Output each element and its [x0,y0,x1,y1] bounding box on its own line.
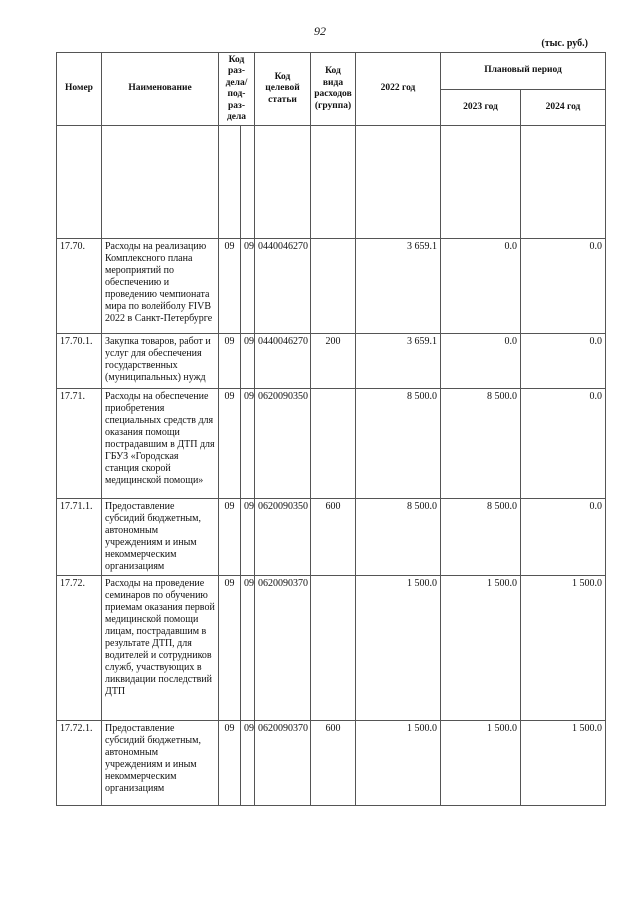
header-expense-type: Код вида расходов (группа) [311,53,356,126]
row-target-code: 0620090350 [255,389,311,499]
table-row [57,389,606,499]
row-number: 17.70.1. [57,334,102,389]
row-value-2023: 1 500.0 [441,576,521,721]
page-number: 92 [314,24,326,38]
row-subsection: 09 [241,239,255,334]
row-value-2022: 8 500.0 [356,499,441,576]
header-2022: 2022 год [356,53,441,126]
row-value-2024: 1 500.0 [521,721,606,806]
blank-cell [57,126,102,239]
units-label: (тыс. руб.) [541,38,588,49]
row-number: 17.72. [57,576,102,721]
row-expense-code: 200 [311,334,356,389]
table-row [57,576,606,721]
row-value-2023: 8 500.0 [441,389,521,499]
row-section: 09 [219,334,241,389]
table-row [57,239,606,334]
row-value-2024: 0.0 [521,499,606,576]
row-subsection: 09 [241,576,255,721]
row-section: 09 [219,389,241,499]
header-number: Номер [57,53,102,126]
row-value-2024: 0.0 [521,239,606,334]
row-subsection: 09 [241,389,255,499]
header-section: Код раз- дела/ под- раз- дела [219,53,255,126]
header-2024: 2024 год [521,89,606,126]
row-value-2022: 3 659.1 [356,239,441,334]
header-2023: 2023 год [441,89,521,126]
header-row [57,53,606,90]
table-row [57,499,606,576]
row-number: 17.70. [57,239,102,334]
row-section: 09 [219,576,241,721]
row-value-2023: 1 500.0 [441,721,521,806]
row-subsection: 09 [241,334,255,389]
row-expense-code: 600 [311,721,356,806]
row-section: 09 [219,721,241,806]
row-section: 09 [219,239,241,334]
row-value-2023: 8 500.0 [441,499,521,576]
row-target-code: 0620090350 [255,499,311,576]
row-number: 17.71. [57,389,102,499]
row-target-code: 0440046270 [255,239,311,334]
row-expense-code: 600 [311,499,356,576]
row-name: Расходы на реализацию Комплексного плана мероприятий по обеспечению и проведению чемпионата мира по волейболу FIVB 2022 в Санкт-Петербурге [102,239,219,334]
blank-cell [219,126,241,239]
row-expense-code [311,239,356,334]
row-target-code: 0440046270 [255,334,311,389]
row-number: 17.72.1. [57,721,102,806]
row-name: Предоставление субсидий бюджетным, автономным учреждениям и иным некоммерческим организациям [102,499,219,576]
row-name: Расходы на обеспечение приобретения специальных средств для оказания помощи пострадавшим в ДТП для ГБУЗ «Городская станция скорой медицинской помощи» [102,389,219,499]
row-value-2024: 0.0 [521,334,606,389]
row-value-2022: 1 500.0 [356,721,441,806]
row-target-code: 0620090370 [255,576,311,721]
row-section: 09 [219,499,241,576]
blank-cell [311,126,356,239]
blank-cell [521,126,606,239]
blank-cell [255,126,311,239]
row-value-2023: 0.0 [441,239,521,334]
blank-cell [441,126,521,239]
row-subsection: 09 [241,499,255,576]
row-name: Закупка товаров, работ и услуг для обеспечения государственных (муниципальных) нужд [102,334,219,389]
row-expense-code [311,576,356,721]
budget-table [56,52,606,806]
blank-row [57,126,606,239]
row-name: Предоставление субсидий бюджетным, автономным учреждениям и иным некоммерческим организациям [102,721,219,806]
row-value-2023: 0.0 [441,334,521,389]
header-name: Наименование [102,53,219,126]
header-target: Код целевой статьи [255,53,311,126]
row-value-2024: 0.0 [521,389,606,499]
row-subsection: 09 [241,721,255,806]
row-value-2022: 1 500.0 [356,576,441,721]
blank-cell [356,126,441,239]
blank-cell [102,126,219,239]
row-value-2024: 1 500.0 [521,576,606,721]
row-value-2022: 3 659.1 [356,334,441,389]
blank-cell [241,126,255,239]
row-expense-code [311,389,356,499]
table-row [57,721,606,806]
row-value-2022: 8 500.0 [356,389,441,499]
row-target-code: 0620090370 [255,721,311,806]
row-name: Расходы на проведение семинаров по обучению приемам оказания первой медицинской помощи лицам, пострадавшим в результате ДТП, для водителей и сотрудников служб, участвующих в ликвидации последствий ДТП [102,576,219,721]
row-number: 17.71.1. [57,499,102,576]
header-planned: Плановый период [441,53,606,90]
table-row [57,334,606,389]
